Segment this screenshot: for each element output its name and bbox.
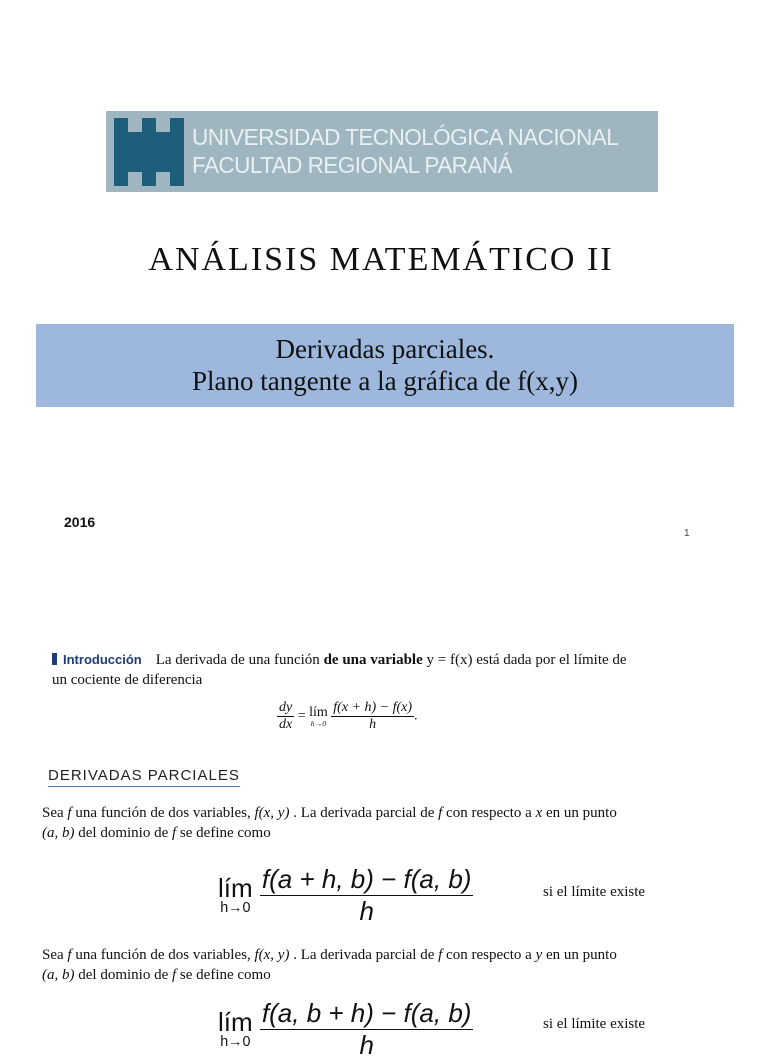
partial-x-formula [218, 864, 473, 927]
py-f3: f [172, 967, 177, 983]
px-var: x [535, 805, 543, 821]
year-label: 2016 [64, 514, 96, 530]
intro-text-b: y = f(x) está dada por el límite de [422, 652, 627, 668]
px-f: del dominio de [74, 825, 172, 841]
px-den: h [359, 896, 374, 926]
intro-text-a: La derivada de una función [155, 652, 324, 668]
px-ab: (a, b) [42, 825, 75, 841]
px-g: se define como [176, 825, 271, 841]
py-f: del dominio de [74, 967, 172, 983]
px-b: una función de dos variables, [71, 805, 255, 821]
course-title: ANÁLISIS MATEMÁTICO II [148, 241, 614, 278]
partial-y-formula [218, 998, 473, 1061]
py-f1: f [67, 947, 72, 963]
formula-den: h [369, 717, 377, 732]
partial-y-paragraph [42, 945, 617, 965]
py-d: con respecto a [442, 947, 536, 963]
py-den: h [359, 1030, 374, 1060]
intro-text-bold: de una variable [323, 652, 423, 668]
px-f1: f [67, 805, 72, 821]
utn-logo-icon [114, 118, 184, 186]
formula-num: f(x + h) − f(x) [333, 700, 413, 715]
formula-end: . [414, 708, 418, 724]
py-g: se define como [176, 967, 271, 983]
py-e: en un punto [542, 947, 617, 963]
formula-lim-sub: h→0 [310, 718, 327, 728]
faculty-name: FACULTAD REGIONAL PARANÁ [192, 152, 513, 178]
section-heading: DERIVADAS PARCIALES [48, 767, 240, 787]
subtitle-line-2: Plano tangente a la gráfica de f(x,y) [191, 366, 579, 396]
bullet-marker-icon [52, 653, 57, 665]
formula-lhs-num: dy [279, 700, 293, 715]
subtitle-box [36, 324, 734, 407]
partial-x-paragraph-line2 [42, 823, 271, 843]
px-e: en un punto [542, 805, 617, 821]
intro-paragraph-line2: un cociente de diferencia [52, 672, 203, 688]
py-b: una función de dos variables, [71, 947, 255, 963]
px-c: . La derivada parcial de [289, 805, 439, 821]
px-d: con respecto a [442, 805, 536, 821]
formula-lim: lím [309, 704, 328, 720]
px-lim: lím [218, 873, 253, 904]
py-num: f(a, b + h) − f(a, b) [261, 998, 472, 1028]
partial-x-condition: si el límite existe [543, 884, 646, 900]
page-number: 1 [684, 528, 690, 539]
py-ab: (a, b) [42, 967, 75, 983]
px-a: Sea [42, 805, 68, 821]
px-f3: f [172, 825, 177, 841]
partial-x-paragraph [42, 803, 617, 823]
intro-paragraph [52, 650, 627, 670]
py-var: y [535, 947, 543, 963]
py-fxy: f(x, y) [254, 947, 290, 963]
px-num: f(a + h, b) − f(a, b) [261, 864, 472, 894]
py-a: Sea [42, 947, 68, 963]
py-f2: f [438, 947, 443, 963]
formula-eq: = [297, 708, 306, 724]
subtitle-line-1: Derivadas parciales. [275, 334, 495, 364]
university-name: UNIVERSIDAD TECNOLÓGICA NACIONAL [192, 124, 619, 150]
university-banner [106, 111, 658, 192]
formula-lhs-den: dx [279, 717, 293, 732]
px-f2: f [438, 805, 443, 821]
intro-label: Introducción [63, 652, 142, 667]
py-lim-sub: h→0 [220, 1034, 251, 1051]
py-c: . La derivada parcial de [289, 947, 439, 963]
px-lim-sub: h→0 [220, 900, 251, 917]
px-fxy: f(x, y) [254, 805, 290, 821]
py-lim: lím [218, 1007, 253, 1038]
partial-y-paragraph-line2 [42, 965, 271, 985]
derivative-definition-formula [277, 700, 418, 733]
partial-y-condition: si el límite existe [543, 1016, 646, 1032]
